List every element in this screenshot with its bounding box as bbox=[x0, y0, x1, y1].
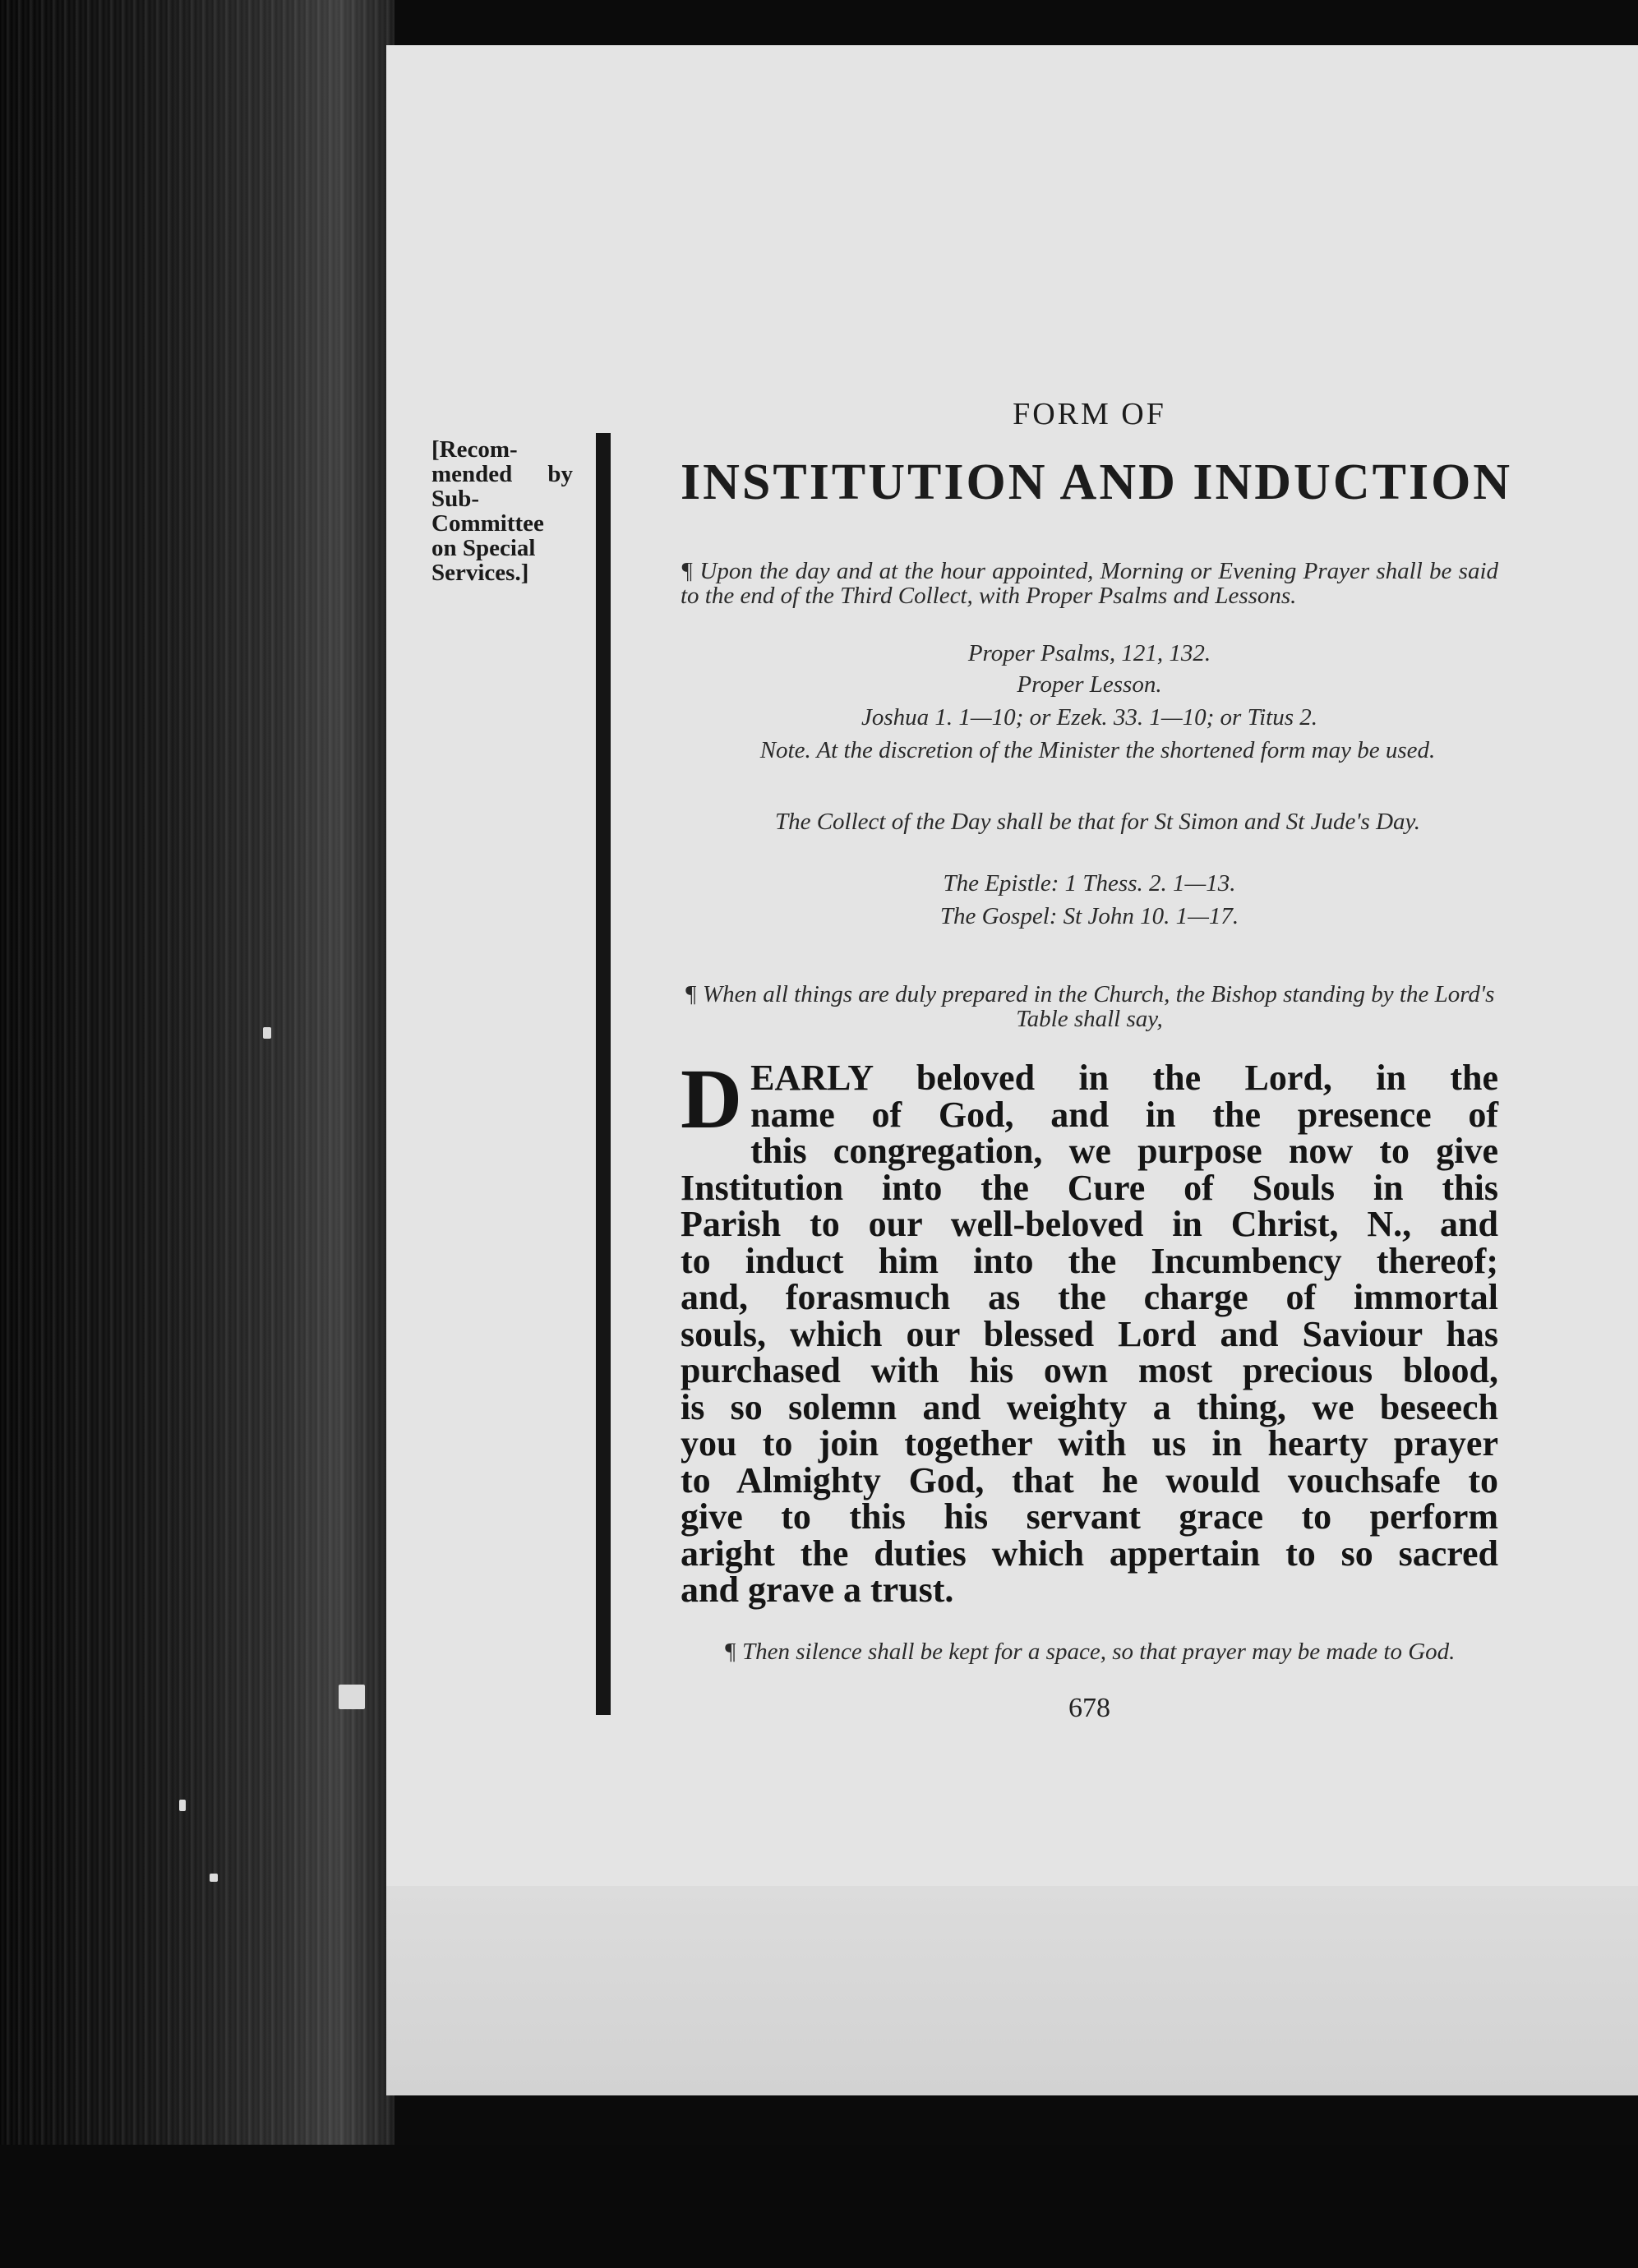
page-bottom-margin bbox=[386, 1886, 1638, 2095]
rubric-opening: ¶ Upon the day and at the hour appointed, Morning or Evening Prayer shall be said to the end of the Third Collect, with Proper Psalms and Lessons. bbox=[681, 558, 1498, 609]
exhortation-line: EARLY beloved in the Lord, in the bbox=[750, 1058, 1498, 1098]
exhortation bbox=[681, 1052, 1498, 1610]
page-number: 678 bbox=[1068, 1693, 1110, 1723]
page-sheet bbox=[386, 45, 1638, 1886]
gospel-line: The Gospel: St John 10. 1—17. bbox=[939, 903, 1239, 929]
exhortation-line: this congregation, we purpose now to give bbox=[750, 1131, 1498, 1171]
scan-speck bbox=[210, 1874, 218, 1882]
exhortation-line: to induct him into the Incumbency thereof; bbox=[681, 1240, 1498, 1281]
heading-form-of: FORM OF bbox=[1013, 397, 1166, 431]
scan-speck bbox=[339, 1685, 365, 1709]
rubric-bishop: ¶ When all things are duly prepared in the Church, the Bishop standing by the Lord's Table shall say, bbox=[684, 981, 1495, 1032]
margin-note-line: on Special bbox=[431, 535, 536, 561]
exhortation-line: Parish to our well-beloved in Christ, N., and bbox=[681, 1204, 1498, 1244]
margin-note-line: mended by bbox=[431, 461, 573, 487]
exhortation-line: and grave a trust. bbox=[681, 1570, 954, 1610]
exhortation-line: and, forasmuch as the charge of immortal bbox=[681, 1277, 1498, 1317]
exhortation-line: is so solemn and weighty a thing, we beseech bbox=[681, 1386, 1498, 1427]
proper-lesson: Proper Lesson. bbox=[1017, 671, 1162, 698]
margin-note bbox=[431, 437, 579, 585]
proper-psalms: Proper Psalms, 121, 132. bbox=[967, 640, 1211, 666]
film-border-left bbox=[0, 0, 395, 2268]
rubric-note: Note. At the discretion of the Minister the shortened form may be used. bbox=[759, 737, 1436, 763]
scan-speck bbox=[263, 1027, 271, 1039]
exhortation-line: to Almighty God, that he would vouchsafe to bbox=[681, 1459, 1498, 1500]
exhortation-line: you to join together with us in hearty prayer bbox=[681, 1423, 1498, 1464]
exhortation-line: aright the duties which appertain to so sacred bbox=[681, 1533, 1498, 1574]
exhortation-line: give to this his servant grace to perform bbox=[681, 1496, 1498, 1537]
margin-note-line: [Recom- bbox=[431, 436, 518, 463]
margin-note-line: Services.] bbox=[431, 560, 529, 586]
rubric-silence: ¶ Then silence shall be kept for a space, so that prayer may be made to God. bbox=[723, 1639, 1456, 1665]
scan-speck bbox=[179, 1800, 186, 1811]
vertical-rule bbox=[596, 433, 611, 1715]
exhortation-line: purchased with his own most precious blood, bbox=[681, 1350, 1498, 1390]
lessons-line: Joshua 1. 1—10; or Ezek. 33. 1—10; or Titus 2. bbox=[861, 704, 1318, 731]
drop-cap: D bbox=[681, 1052, 743, 1146]
page-title: INSTITUTION AND INDUCTION bbox=[681, 454, 1513, 510]
exhortation-line: name of God, and in the presence of bbox=[750, 1094, 1498, 1135]
exhortation-line: Institution into the Cure of Souls in this bbox=[681, 1167, 1498, 1208]
rubric-collect: The Collect of the Day shall be that for St Simon and St Jude's Day. bbox=[774, 809, 1421, 835]
film-border-bottom bbox=[0, 2145, 1638, 2268]
epistle-line: The Epistle: 1 Thess. 2. 1—13. bbox=[943, 870, 1236, 897]
exhortation-line: souls, which our blessed Lord and Saviour has bbox=[681, 1313, 1498, 1354]
margin-note-line: Committee bbox=[431, 510, 544, 537]
margin-note-line: Sub- bbox=[431, 486, 480, 512]
